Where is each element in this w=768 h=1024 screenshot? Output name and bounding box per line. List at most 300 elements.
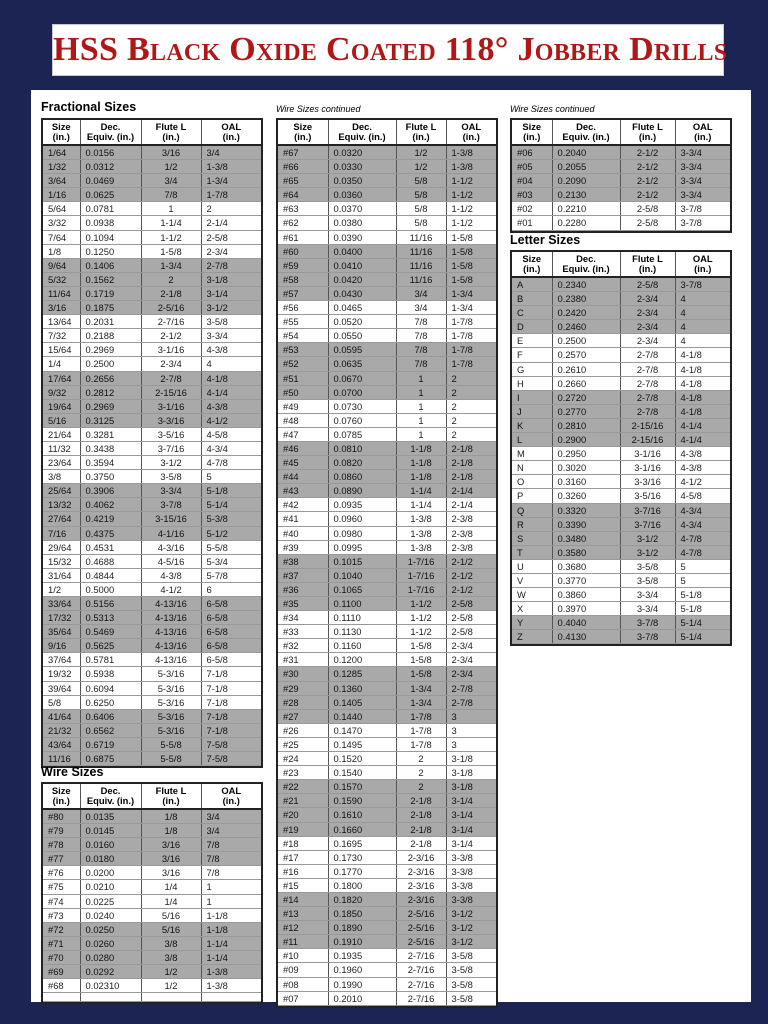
- oal-cell: 3-7/8: [675, 202, 730, 216]
- size-cell: 5/64: [43, 202, 80, 216]
- flute-length-cell: 2: [396, 766, 446, 780]
- dec-equiv-cell: 0.1130: [328, 625, 396, 639]
- size-cell: L: [512, 433, 552, 447]
- table-row: [43, 667, 261, 681]
- size-cell: A: [512, 277, 552, 292]
- flute-length-cell: 1-3/4: [396, 695, 446, 709]
- dec-equiv-cell: 0.0156: [80, 145, 141, 160]
- dec-equiv-cell: 0.0995: [328, 540, 396, 554]
- oal-cell: 4: [201, 357, 261, 371]
- oal-cell: 3-1/4: [446, 836, 496, 850]
- size-cell: V: [512, 573, 552, 587]
- dec-equiv-cell: 0.3438: [80, 441, 141, 455]
- table-row: [512, 573, 730, 587]
- flute-length-cell: 2-7/8: [620, 390, 675, 404]
- oal-cell: 3-1/4: [201, 286, 261, 300]
- flute-length-cell: 1-1/8: [396, 456, 446, 470]
- table-row: [43, 950, 261, 964]
- size-cell: J: [512, 404, 552, 418]
- flute-length-cell: 2-5/8: [620, 277, 675, 292]
- oal-cell: 2-7/8: [201, 258, 261, 272]
- flute-length-cell: 4-3/8: [141, 568, 201, 582]
- table-row: [512, 277, 730, 292]
- oal-cell: 7/8: [201, 838, 261, 852]
- oal-cell: 1-5/8: [446, 230, 496, 244]
- table-row: [278, 272, 496, 286]
- flute-length-cell: 1-5/8: [396, 639, 446, 653]
- flute-length-cell: 2: [396, 752, 446, 766]
- table-row: [278, 723, 496, 737]
- flute-length-cell: 3-7/16: [620, 503, 675, 517]
- dec-equiv-cell: 0.0890: [328, 484, 396, 498]
- dec-equiv-cell: 0.1570: [328, 780, 396, 794]
- size-cell: #34: [278, 611, 328, 625]
- table-row: [43, 554, 261, 568]
- dec-equiv-cell: 0.0625: [80, 188, 141, 202]
- header-row: [512, 120, 730, 145]
- dec-equiv-cell: 0.1360: [328, 681, 396, 695]
- oal-cell: 7-5/8: [201, 737, 261, 751]
- flute-length-cell: 2-7/16: [396, 963, 446, 977]
- oal-cell: 2-3/4: [201, 244, 261, 258]
- table-row: [278, 836, 496, 850]
- oal-cell: 3-1/2: [201, 301, 261, 315]
- oal-cell: 7/8: [201, 852, 261, 866]
- flute-length-cell: 2-3/16: [396, 878, 446, 892]
- flute-length-cell: 7/8: [396, 315, 446, 329]
- flute-length-cell: 2-15/16: [141, 385, 201, 399]
- flute-length-cell: 3-1/2: [620, 531, 675, 545]
- dec-equiv-cell: 0.1730: [328, 850, 396, 864]
- oal-cell: 1-3/4: [446, 301, 496, 315]
- table-row: [512, 306, 730, 320]
- table-row: [43, 653, 261, 667]
- flute-length-cell: 2-1/2: [141, 329, 201, 343]
- table-row: [278, 315, 496, 329]
- size-header-line: (in.): [52, 131, 70, 142]
- oal-cell: 6-5/8: [201, 653, 261, 667]
- size-cell: 17/64: [43, 371, 80, 385]
- oal-cell: 4-5/8: [675, 489, 730, 503]
- size-cell: #31: [278, 653, 328, 667]
- size-cell: #44: [278, 470, 328, 484]
- size-cell: #27: [278, 709, 328, 723]
- size-cell: #53: [278, 343, 328, 357]
- dec-equiv-cell: 0.0380: [328, 216, 396, 230]
- flute-length-cell: 3/4: [141, 174, 201, 188]
- flute-length-header-line: (in.): [162, 131, 180, 142]
- table-row: [512, 390, 730, 404]
- size-cell: 43/64: [43, 737, 80, 751]
- oal-cell: 2: [446, 413, 496, 427]
- size-cell: #07: [278, 991, 328, 1005]
- oal-cell: 3-1/4: [446, 794, 496, 808]
- size-cell: #46: [278, 441, 328, 455]
- table-row: [43, 188, 261, 202]
- oal-cell: 4-3/8: [201, 343, 261, 357]
- dec-equiv-cell: 0.2340: [552, 277, 620, 292]
- dec-equiv-cell: 0.1960: [328, 963, 396, 977]
- size-header-line: Size: [51, 784, 71, 796]
- dec-equiv-cell: 0.1405: [328, 695, 396, 709]
- table-row: [43, 894, 261, 908]
- table-row: [278, 752, 496, 766]
- wire-sizes-continued-label: Wire Sizes continued: [276, 104, 361, 114]
- flute-length-cell: 1/2: [396, 145, 446, 160]
- flute-length-cell: 1: [141, 202, 201, 216]
- table-row: [278, 808, 496, 822]
- table-row: [278, 780, 496, 794]
- oal-cell: 5-1/4: [201, 498, 261, 512]
- oal-cell: 2-1/8: [446, 470, 496, 484]
- flute-length-cell: 3-5/16: [141, 427, 201, 441]
- size-cell: #03: [512, 188, 552, 202]
- flute-length-cell: 7/8: [396, 343, 446, 357]
- table-row: [512, 545, 730, 559]
- wire-sizes-continued-table: [276, 118, 498, 1008]
- size-cell: 3/8: [43, 470, 80, 484]
- oal-cell: 1-1/2: [446, 174, 496, 188]
- flute-length-cell: 2-1/2: [620, 188, 675, 202]
- dec-equiv-header-line: Dec.: [352, 120, 372, 132]
- flute-length-cell: 3-7/16: [141, 441, 201, 455]
- table-row: [278, 864, 496, 878]
- flute-length-cell: 5/8: [396, 216, 446, 230]
- size-cell: #39: [278, 540, 328, 554]
- size-cell: 1/8: [43, 244, 80, 258]
- size-cell: 7/32: [43, 329, 80, 343]
- oal-cell: 4-7/8: [201, 456, 261, 470]
- data-table: [512, 252, 730, 644]
- flute-length-cell: 1-1/8: [396, 470, 446, 484]
- oal-cell: 2: [446, 371, 496, 385]
- table-row: [278, 991, 496, 1005]
- size-cell: 3/64: [43, 174, 80, 188]
- oal-cell: 3-5/8: [446, 949, 496, 963]
- oal-header-line: (in.): [694, 131, 712, 142]
- flute-length-cell: 1-7/16: [396, 568, 446, 582]
- oal-cell: 4-1/2: [201, 413, 261, 427]
- size-cell: X: [512, 602, 552, 616]
- size-cell: #60: [278, 244, 328, 258]
- flute-length-cell: 3-3/4: [141, 484, 201, 498]
- oal-cell: 3/4: [201, 824, 261, 838]
- oal-cell: 3-7/8: [675, 277, 730, 292]
- flute-length-cell: 3-1/2: [141, 456, 201, 470]
- flute-length-cell: 1-3/4: [141, 258, 201, 272]
- flute-length-cell: 3-5/8: [141, 470, 201, 484]
- flute-length-cell: 3-5/8: [620, 559, 675, 573]
- empty-cell: [201, 993, 261, 1002]
- dec-equiv-cell: 0.0635: [328, 357, 396, 371]
- table-row: [512, 188, 730, 202]
- oal-cell: 2-7/8: [446, 681, 496, 695]
- dec-equiv-cell: 0.1990: [328, 977, 396, 991]
- table-row: [278, 413, 496, 427]
- oal-cell: 3-3/4: [675, 174, 730, 188]
- size-cell: #58: [278, 272, 328, 286]
- data-table: [43, 784, 261, 1002]
- flute-length-cell: 1-3/8: [396, 526, 446, 540]
- flute-length-header-line: Flute L: [632, 120, 663, 132]
- flute-length-cell: 2-5/16: [396, 921, 446, 935]
- flute-length-cell: 2-3/4: [620, 334, 675, 348]
- dec-equiv-cell: 0.0469: [80, 174, 141, 188]
- flute-length-cell: 11/16: [396, 272, 446, 286]
- dec-equiv-cell: 0.1250: [80, 244, 141, 258]
- size-cell: #29: [278, 681, 328, 695]
- oal-cell: 2-3/8: [446, 512, 496, 526]
- flute-length-cell: 2-3/4: [620, 320, 675, 334]
- table-row: [43, 286, 261, 300]
- size-cell: #36: [278, 582, 328, 596]
- dec-equiv-cell: 0.3770: [552, 573, 620, 587]
- flute-length-cell: 1-7/8: [396, 709, 446, 723]
- dec-equiv-cell: 0.1094: [80, 230, 141, 244]
- size-header-line: Size: [522, 252, 542, 264]
- table-row: [278, 188, 496, 202]
- size-cell: #17: [278, 850, 328, 864]
- flute-length-cell: 1: [396, 427, 446, 441]
- dec-equiv-cell: 0.0370: [328, 202, 396, 216]
- size-header-line: (in.): [523, 263, 541, 274]
- size-cell: #24: [278, 752, 328, 766]
- oal-cell: 3-1/4: [446, 822, 496, 836]
- table-row: [43, 301, 261, 315]
- size-cell: #16: [278, 864, 328, 878]
- chart-sheet: [31, 90, 751, 1002]
- oal-cell: 7-1/8: [201, 723, 261, 737]
- oal-cell: 2-5/8: [446, 611, 496, 625]
- dec-equiv-cell: 0.2656: [80, 371, 141, 385]
- table-row: [43, 202, 261, 216]
- flute-length-cell: 2-5/16: [396, 907, 446, 921]
- size-cell: 1/4: [43, 357, 80, 371]
- dec-equiv-cell: 0.0180: [80, 852, 141, 866]
- dec-equiv-cell: 0.1440: [328, 709, 396, 723]
- size-cell: #25: [278, 737, 328, 751]
- dec-equiv-cell: 0.1160: [328, 639, 396, 653]
- flute-length-cell: 3-1/16: [141, 343, 201, 357]
- dec-equiv-cell: 0.2055: [552, 160, 620, 174]
- oal-header: [201, 784, 261, 809]
- table-row: [512, 376, 730, 390]
- flute-length-cell: 1-3/4: [396, 681, 446, 695]
- dec-equiv-cell: 0.3750: [80, 470, 141, 484]
- oal-header-line: (in.): [694, 263, 712, 274]
- dec-equiv-cell: 0.3160: [552, 475, 620, 489]
- size-cell: #08: [278, 977, 328, 991]
- dec-equiv-cell: 0.2660: [552, 376, 620, 390]
- size-cell: 1/32: [43, 160, 80, 174]
- size-cell: 11/64: [43, 286, 80, 300]
- dec-equiv-header: [80, 784, 141, 809]
- size-cell: #47: [278, 427, 328, 441]
- table-row: [512, 348, 730, 362]
- oal-cell: 1-1/2: [446, 202, 496, 216]
- oal-header-line: OAL: [692, 120, 713, 132]
- flute-length-cell: 2-3/4: [620, 306, 675, 320]
- flute-length-header-line: Flute L: [155, 120, 187, 132]
- table-row: [512, 531, 730, 545]
- table-row: [278, 794, 496, 808]
- table-row: [278, 526, 496, 540]
- size-cell: 13/32: [43, 498, 80, 512]
- table-row: [278, 766, 496, 780]
- dec-equiv-cell: 0.1110: [328, 611, 396, 625]
- wire-sizes-table: [41, 782, 263, 1004]
- size-cell: R: [512, 517, 552, 531]
- flute-length-cell: 4-3/16: [141, 540, 201, 554]
- flute-length-cell: 2-3/4: [141, 357, 201, 371]
- size-cell: #74: [43, 894, 80, 908]
- table-row: [43, 456, 261, 470]
- flute-length-cell: 3-3/16: [141, 413, 201, 427]
- size-cell: #73: [43, 908, 80, 922]
- table-row: [278, 625, 496, 639]
- size-cell: 17/32: [43, 611, 80, 625]
- size-cell: #61: [278, 230, 328, 244]
- dec-equiv-cell: 0.0760: [328, 413, 396, 427]
- dec-equiv-header: [552, 120, 620, 145]
- flute-length-cell: 1/2: [396, 160, 446, 174]
- size-cell: H: [512, 376, 552, 390]
- table-row: [43, 399, 261, 413]
- size-cell: #04: [512, 174, 552, 188]
- flute-length-cell: 2-3/4: [620, 292, 675, 306]
- dec-equiv-cell: 0.6250: [80, 695, 141, 709]
- dec-equiv-cell: 0.5156: [80, 597, 141, 611]
- size-cell: #01: [512, 216, 552, 230]
- table-row: [278, 343, 496, 357]
- flute-length-cell: 5-5/8: [141, 752, 201, 766]
- size-cell: #12: [278, 921, 328, 935]
- size-header: [43, 784, 80, 809]
- flute-length-cell: 2-15/16: [620, 418, 675, 432]
- flute-length-cell: 2-7/16: [396, 949, 446, 963]
- dec-equiv-cell: 0.3480: [552, 531, 620, 545]
- size-cell: #69: [43, 965, 80, 979]
- flute-length-cell: 1/4: [141, 894, 201, 908]
- flute-length-cell: 1-1/4: [396, 484, 446, 498]
- table-row: [43, 852, 261, 866]
- dec-equiv-cell: 0.0410: [328, 258, 396, 272]
- size-cell: #77: [43, 852, 80, 866]
- size-cell: 15/32: [43, 554, 80, 568]
- size-cell: #40: [278, 526, 328, 540]
- table-row: [43, 272, 261, 286]
- dec-equiv-cell: 0.3390: [552, 517, 620, 531]
- table-row: [43, 343, 261, 357]
- size-header-line: (in.): [52, 795, 70, 806]
- oal-cell: 3-3/8: [446, 878, 496, 892]
- oal-header-line: OAL: [692, 252, 713, 264]
- oal-cell: 2-3/8: [446, 540, 496, 554]
- table-row: [278, 329, 496, 343]
- flute-length-cell: 1-1/2: [396, 597, 446, 611]
- flute-length-cell: 1: [396, 371, 446, 385]
- oal-cell: 1-7/8: [201, 188, 261, 202]
- dec-equiv-cell: 0.5469: [80, 625, 141, 639]
- size-cell: #54: [278, 329, 328, 343]
- oal-cell: 2-1/4: [446, 484, 496, 498]
- size-cell: T: [512, 545, 552, 559]
- size-cell: #41: [278, 512, 328, 526]
- size-cell: S: [512, 531, 552, 545]
- size-cell: #59: [278, 258, 328, 272]
- flute-length-cell: 1/2: [141, 965, 201, 979]
- size-cell: #55: [278, 315, 328, 329]
- dec-equiv-cell: 0.0145: [80, 824, 141, 838]
- dec-equiv-cell: 0.2380: [552, 292, 620, 306]
- dec-equiv-cell: 0.2420: [552, 306, 620, 320]
- size-cell: 27/64: [43, 512, 80, 526]
- dec-equiv-cell: 0.1562: [80, 272, 141, 286]
- size-cell: 3/16: [43, 301, 80, 315]
- table-row: [512, 202, 730, 216]
- flute-length-cell: 4-13/16: [141, 653, 201, 667]
- oal-cell: 2-3/4: [446, 639, 496, 653]
- flute-length-cell: 1-3/8: [396, 512, 446, 526]
- flute-length-cell: 2-3/16: [396, 892, 446, 906]
- flute-length-cell: 2-3/16: [396, 864, 446, 878]
- oal-header-line: OAL: [221, 784, 242, 796]
- size-cell: B: [512, 292, 552, 306]
- table-row: [278, 949, 496, 963]
- size-cell: #72: [43, 922, 80, 936]
- oal-cell: 7-1/8: [201, 681, 261, 695]
- table-row: [512, 292, 730, 306]
- dec-equiv-cell: 0.6875: [80, 752, 141, 766]
- flute-length-cell: 5/8: [396, 202, 446, 216]
- flute-length-cell: 3/16: [141, 852, 201, 866]
- size-cell: #15: [278, 878, 328, 892]
- table-row: [43, 824, 261, 838]
- table-row: [512, 489, 730, 503]
- size-cell: #28: [278, 695, 328, 709]
- flute-length-cell: 5-5/8: [141, 737, 201, 751]
- flute-length-cell: 1: [396, 413, 446, 427]
- oal-cell: 3-1/8: [446, 752, 496, 766]
- dec-equiv-cell: 0.2090: [552, 174, 620, 188]
- dec-equiv-cell: 0.2720: [552, 390, 620, 404]
- oal-cell: 2: [446, 399, 496, 413]
- table-row: [278, 921, 496, 935]
- size-cell: 11/16: [43, 752, 80, 766]
- flute-length-cell: 5/8: [396, 174, 446, 188]
- flute-length-header: [141, 784, 201, 809]
- size-cell: U: [512, 559, 552, 573]
- table-row: [43, 611, 261, 625]
- table-row: [43, 230, 261, 244]
- dec-equiv-cell: 0.0210: [80, 880, 141, 894]
- dec-equiv-cell: 0.4130: [552, 630, 620, 644]
- flute-length-cell: 2-5/16: [396, 935, 446, 949]
- oal-cell: 4-1/8: [675, 362, 730, 376]
- oal-cell: 4-7/8: [675, 531, 730, 545]
- table-row: [43, 979, 261, 993]
- size-cell: 31/64: [43, 568, 80, 582]
- flute-length-cell: 2-1/2: [620, 145, 675, 160]
- oal-cell: 3-3/4: [675, 160, 730, 174]
- dec-equiv-cell: 0.2010: [328, 991, 396, 1005]
- size-cell: #71: [43, 936, 80, 950]
- size-cell: 15/64: [43, 343, 80, 357]
- flute-length-cell: 3-1/16: [620, 461, 675, 475]
- dec-equiv-cell: 0.2969: [80, 399, 141, 413]
- size-cell: 3/32: [43, 216, 80, 230]
- dec-equiv-cell: 0.0810: [328, 441, 396, 455]
